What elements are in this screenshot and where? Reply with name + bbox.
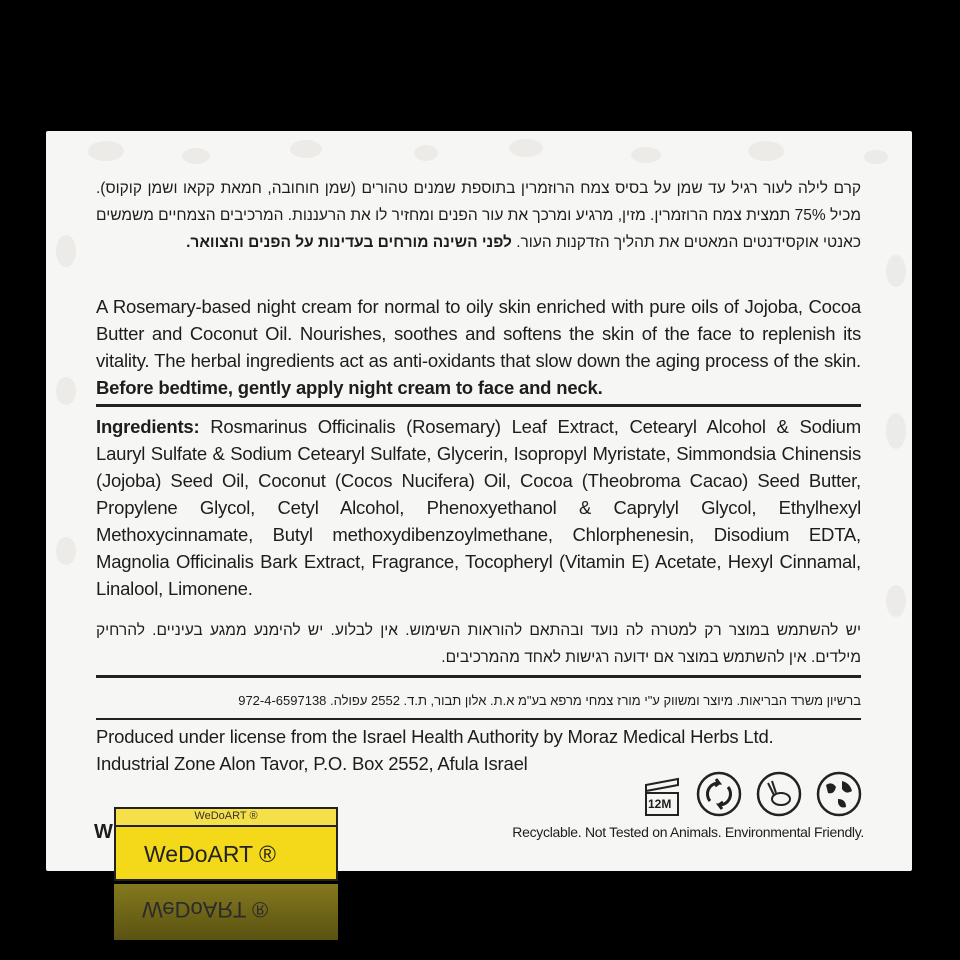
hebrew-warning: יש להשתמש במוצר רק למטרה לה נועד ובהתאם להוראות השימוש. אין לבלוע. יש להימנע ממגע בעיניים. להרחיק מילדים. אין להשתמש במוצר אם ידועה רגישות לאחד מהמרכיבים. — [96, 622, 861, 666]
badge-main-text: WeDoART ® — [144, 841, 276, 867]
english-description — [96, 293, 861, 401]
ingredients-text: Rosmarinus Officinalis (Rosemary) Leaf Extract, Cetearyl Alcohol & Sodium Lauryl Sulfate & Sodium Cetearyl Sulfate, Glycerin, Isopropyl Myristate, Simmondsia Chinensis (Jojoba) Seed Oil, Coconut (Cocos Nucifera) Oil, Cocoa (Theobroma Cacao) Seed Butter, Propylene Glycol, Cetyl Alcohol, Phenoxyethanol & Caprylyl Glycol, Ethylhexyl Methoxycinnamate, Butyl methoxydibenzoylmethane, Chlorphenesin, Disodium EDTA, Magnolia Officinalis Bark Extract, Fragrance, Tocopheryl (Vitamin E) Acetate, Hexyl Cinnamal, Linalool, Limonene. — [96, 416, 861, 599]
ingredients-label: Ingredients: — [96, 416, 200, 437]
divider-2 — [96, 675, 861, 678]
rabbit-icon — [756, 771, 802, 817]
english-license — [96, 723, 861, 777]
recycle-icon — [696, 771, 742, 817]
ingredients-block — [96, 413, 861, 602]
eco-statement: Recyclable. Not Tested on Animals. Environmental Friendly. — [512, 824, 864, 840]
divider-1 — [96, 404, 861, 407]
hebrew-description — [96, 175, 861, 256]
watermark-badge — [114, 807, 338, 881]
hebrew-license: ברשיון משרד הבריאות. מיוצר ומשווק ע"י מורז צמחי מרפא בע"מ א.ת. אלון תבור, ת.ד. 2552 עפולה. 972-4-6597138 — [238, 693, 861, 708]
globe-icon — [816, 771, 862, 817]
hebrew-description-text: קרם לילה לעור רגיל עד שמן על בסיס צמח הרוזמרין בתוספת שמנים טהורים (שמן חוחובה, חמאת קקאו ושמן קוקוס). מכיל 75% תמצית צמח הרוזמרין. מזין, מרגיע ומרכך את עור הפנים ומחזיר לו את הרעננות. המרכיבים הצמחיים משמשים כאנטי אוקסידנטים המאטים את תהליך הזדקנות העור. — [96, 180, 861, 251]
english-description-text: A Rosemary-based night cream for normal to oily skin enriched with pure oils of Jojoba, Cocoa Butter and Coconut Oil. Nourishes, soothes and softens the skin of the face to replenish its vitality. The herbal ingredients act as anti-oxidants that slow down the aging process of the skin. — [96, 296, 861, 371]
badge-reflection — [114, 884, 338, 940]
eco-icons — [642, 771, 862, 817]
license-line-1: Produced under license from the Israel Health Authority by Moraz Medical Herbs Ltd. — [96, 726, 774, 747]
badge-top-text: WeDoART ® — [116, 809, 336, 827]
english-usage-text: Before bedtime, gently apply night cream to face and neck. — [96, 377, 603, 398]
license-line-2: Industrial Zone Alon Tavor, P.O. Box 2552, Afula Israel — [96, 753, 528, 774]
product-label-card — [46, 131, 912, 871]
pao-label: 12M — [648, 797, 672, 811]
badge-reflection-text: WeDoART ® — [142, 897, 269, 922]
partial-label: W — [94, 821, 113, 843]
divider-3 — [96, 718, 861, 720]
hebrew-usage-text: לפני השינה מורחים בעדינות על הפנים והצוואר. — [186, 234, 512, 251]
pao-jar-icon — [642, 771, 682, 817]
